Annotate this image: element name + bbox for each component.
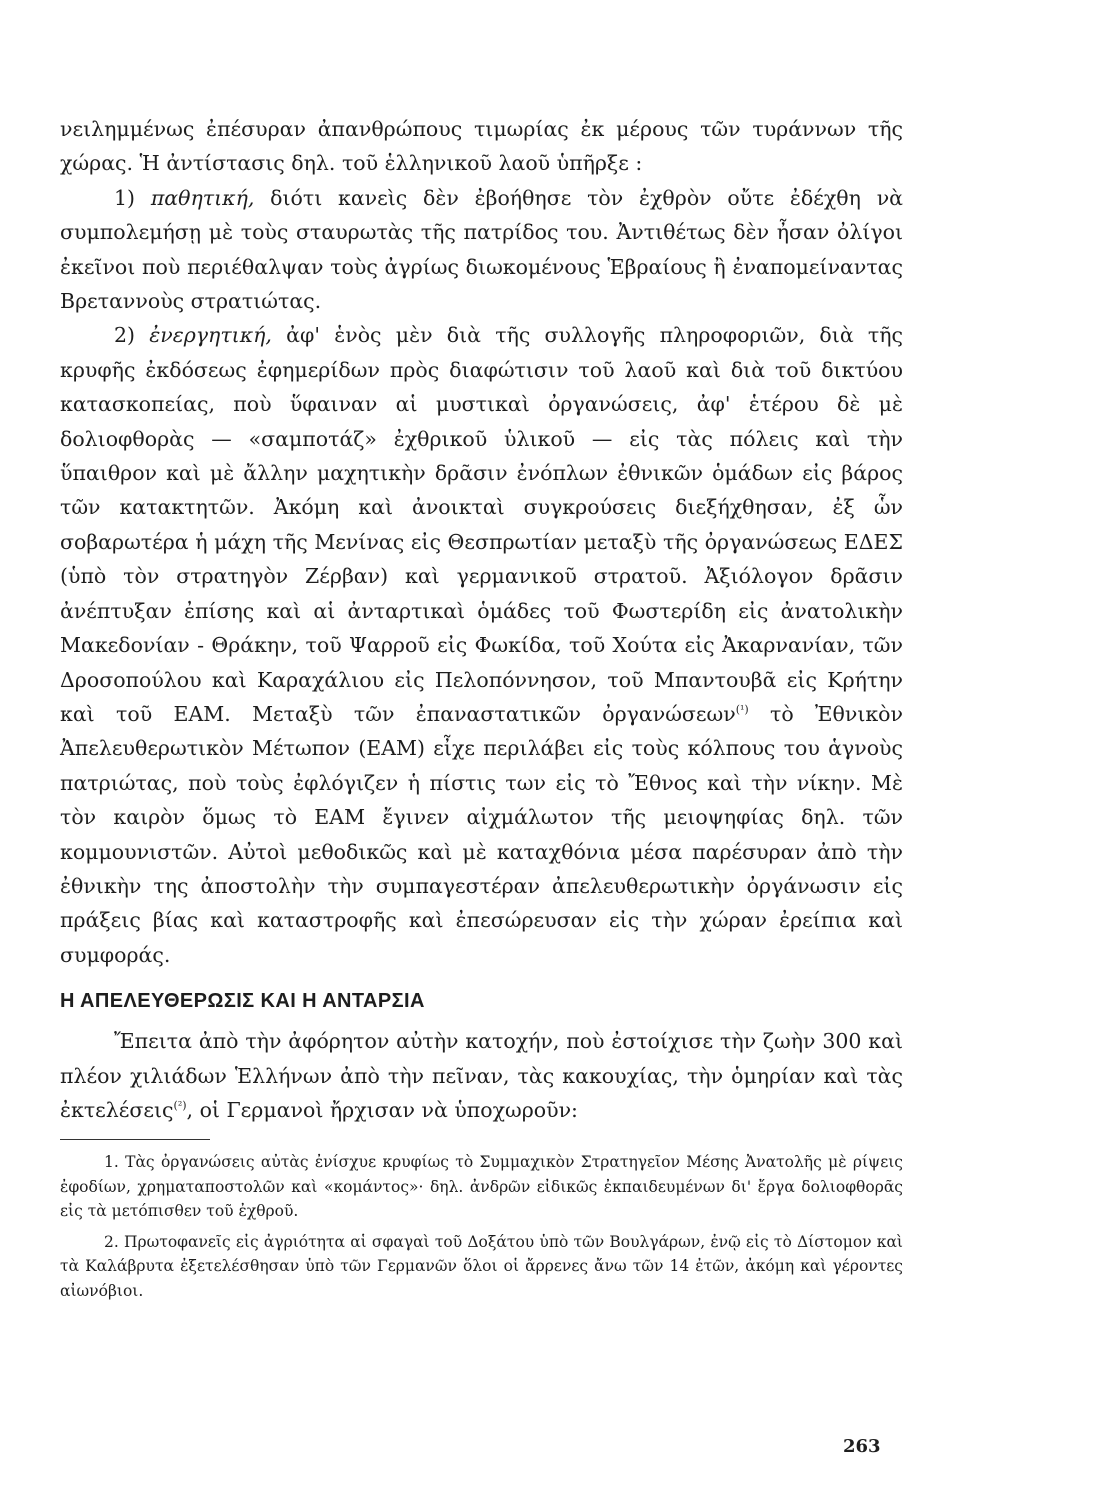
section-paragraph [60, 1024, 903, 1127]
footnote-1: 1. Τὰς ὀργανώσεις αὐτὰς ἐνίσχυε κρυφίως τὸ Συμμαχικὸν Στρατηγεῖον Μέσης Ἀνατολῆς μὲ ρίψεις ἐφοδίων, χρηματαποστολῶν καὶ «κομάντος»· δηλ. ἀνδρῶν εἰδικῶς ἐκπαιδευμένων δι' ἔργα δολιοφθορᾶς εἰς τὰ μετόπισθεν τοῦ ἐχθροῦ. [60, 1153, 903, 1221]
point-2-label: 2) [114, 323, 150, 348]
section-text-b: , οἱ Γερμανοὶ ἤρχισαν νὰ ὑποχωροῦν: [186, 1097, 578, 1122]
point-2-text-a: ἀφ' ἑνὸς μὲν διὰ τῆς συλλογῆς πληροφοριῶν, διὰ τῆς κρυφῆς ἐκδόσεως ἐφημερίδων πρὸς διαφώτισιν τοῦ λαοῦ καὶ διὰ τοῦ δικτύου κατασκοπείας, ποὺ ὕφαιναν αἱ μυστικαὶ ὀργανώσεις, ἀφ' ἑτέρου δὲ μὲ δολιοφθορὰς — «σαμποτάζ» ἐχθρικοῦ ὑλικοῦ — εἰς τὰς πόλεις καὶ τὴν ὕπαιθρον καὶ μὲ ἄλλην μαχητικὴν δρᾶσιν ἐνόπλων ἐθνικῶν ὁμάδων εἰς βάρος τῶν κατακτητῶν. Ἀκόμη καὶ ἀνοικταὶ συγκρούσεις διεξήχθησαν, ἐξ ὧν σοβαρωτέρα ἡ μάχη τῆς Μενίνας εἰς Θεσπρωτίαν μεταξὺ τῆς ὀργανώσεως ΕΔΕΣ (ὑπὸ τὸν στρατηγὸν Ζέρβαν) καὶ γερμανικοῦ στρατοῦ. Ἀξιόλογον δρᾶσιν ἀνέπτυξαν ἐπίσης καὶ αἱ ἀνταρτικαὶ ὁμάδες τοῦ Φωστερίδη εἰς ἀνατολικὴν Μακεδονίαν - Θράκην, τοῦ Ψαρροῦ εἰς Φωκίδα, τοῦ Χούτα εἰς Ἀκαρνανίαν, τῶν Δροσοπούλου καὶ Καραχάλιου εἰς Πελοπόννησον, τοῦ Μπαντουβᾶ εἰς Κρήτην καὶ τοῦ ΕΑΜ. Μεταξὺ τῶν ἐπαναστατικῶν ὀργανώσεων [60, 323, 903, 726]
book-page [60, 112, 903, 1309]
point-2-text-b: τὸ Ἐθνικὸν Ἀπελευθερωτικὸν Μέτωπον (ΕΑΜ) εἶχε περιλάβει εἰς τοὺς κόλπους του ἁγνοὺς πατριώτας, ποὺ τοὺς ἐφλόγιζεν ἡ πίστις των εἰς τὸ Ἔθνος καὶ τὴν νίκην. Μὲ τὸν καιρὸν ὅμως τὸ ΕΑΜ ἔγινεν αἰχμάλωτον τῆς μειοψηφίας δηλ. τῶν κομμουνιστῶν. Αὐτοὶ μεθοδικῶς καὶ μὲ καταχθόνια μέσα παρέσυραν ἀπὸ τὴν ἐθνικὴν της ἀποστολὴν τὴν συμπαγεστέραν ἀπελευθερωτικὴν ὀργάνωσιν εἰς πράξεις βίας καὶ καταστροφῆς καὶ ἐπεσώρευσαν εἰς τὴν χώραν ἐρείπια καὶ συμφοράς. [60, 701, 903, 967]
footnote-ref-2: (²) [173, 1099, 187, 1113]
point-1-label: 1) [114, 185, 151, 210]
footnotes [60, 1150, 903, 1303]
point-2-paragraph [60, 318, 903, 972]
section-text-a: Ἔπειτα ἀπὸ τὴν ἀφόρητον αὐτὴν κατοχήν, ποὺ ἐστοίχισε τὴν ζωὴν 300 καὶ πλέον χιλιάδων Ἑλλήνων ἀπὸ τὴν πεῖναν, τὰς κακουχίας, τὴν ὁμηρίαν καὶ τὰς ἐκτελέσεις [60, 1029, 903, 1122]
footnote-divider [60, 1139, 210, 1140]
footnote-ref-1: (¹) [735, 703, 749, 717]
point-1-paragraph [60, 181, 903, 319]
main-text [60, 112, 903, 972]
footnote-2: 2. Πρωτοφανεῖς εἰς ἀγριότητα αἱ σφαγαὶ τοῦ Δοξάτου ὑπὸ τῶν Βουλγάρων, ἐνῷ εἰς τὸ Δίστομον καὶ τὰ Καλάβρυτα ἐξετελέσθησαν ὑπὸ τῶν Γερμανῶν ὅλοι οἱ ἄρρενες ἄνω τῶν 14 ἐτῶν, ἀκόμη καὶ γέροντες αἰωνόβιοι. [60, 1232, 903, 1300]
point-2-term: ἐνεργητική, [149, 323, 272, 348]
intro-paragraph: νειλημμένως ἐπέσυραν ἀπανθρώπους τιμωρίας ἐκ μέρους τῶν τυράννων τῆς χώρας. Ἡ ἀντίστασις δηλ. τοῦ ἑλληνικοῦ λαοῦ ὑπῆρξε : [60, 117, 903, 176]
section-text [60, 1024, 903, 1127]
point-1-term: παθητική, [150, 185, 255, 210]
page-number: 263 [843, 1436, 881, 1457]
point-1-text: διότι κανεὶς δὲν ἐβοήθησε τὸν ἐχθρὸν οὔτε ἐδέχθη νὰ συμπολεμήσῃ μὲ τοὺς σταυρωτὰς τῆς πατρίδος του. Ἀντιθέτως δὲν ἦσαν ὀλίγοι ἐκεῖνοι ποὺ περιέθαλψαν τοὺς ἀγρίως διωκομένους Ἑβραίους ἢ ἐναπομείναντας Βρεταννοὺς στρατιώτας. [60, 185, 903, 314]
section-heading: Η ΑΠΕΛΕΥΘΕΡΩΣΙΣ ΚΑΙ Η ΑΝΤΑΡΣΙΑ [60, 990, 425, 1013]
